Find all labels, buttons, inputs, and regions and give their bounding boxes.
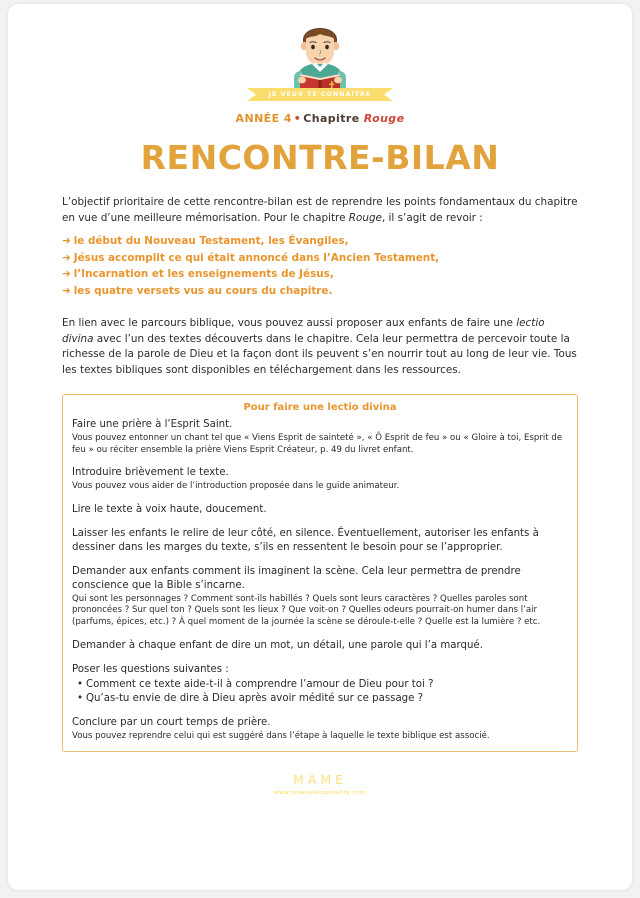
step-heading: Laisser les enfants le relire de leur côté, en silence. Éventuellement, autoriser les enfants à dessiner dans les marges du texte, s’ils en ressentent le besoin pour se l’approprier.	[72, 527, 539, 553]
chapitre-name: Rouge	[363, 112, 405, 125]
questions-list	[72, 678, 568, 706]
step-item	[72, 565, 568, 629]
list-item: • Qu’as-tu envie de dire à Dieu après avoir médité sur ce passage ?	[86, 692, 568, 706]
publisher-brand: MAME	[292, 772, 348, 788]
document-header	[8, 4, 632, 108]
intro-post: , il s’agit de revoir :	[381, 211, 483, 224]
objectives-list	[62, 233, 578, 299]
list-item	[62, 250, 578, 267]
intro-paragraph	[62, 195, 578, 226]
arrow-icon: ➜	[62, 284, 71, 297]
arrow-icon: ➜	[62, 251, 71, 264]
step-heading: Faire une prière à l’Esprit Saint.	[72, 419, 233, 430]
document-footer	[62, 772, 578, 796]
step-detail: Vous pouvez vous aider de l’introduction proposée dans le guide animateur.	[72, 481, 400, 492]
ribbon-label: JE VEUX TE CONNAÎTRE	[268, 91, 372, 98]
step-heading: Demander aux enfants comment ils imaginent la scène. Cela leur permettra de prendre conscience que la Bible s’incarne.	[72, 565, 521, 591]
separator-dot: •	[293, 112, 302, 125]
second-paragraph	[62, 316, 578, 378]
step-heading: Conclure par un court temps de prière.	[72, 716, 271, 728]
list-item-label: Jésus accomplit ce qui était annoncé dans l’Ancien Testament,	[73, 251, 440, 264]
second-post: avec l’un des textes découverts dans le chapitre. Cela leur permettra de percevoir toute la richesse de la parole de Dieu et la façon dont ils peuvent s’en nourrir tout au long de leur vie. Tous les textes bibliques sont disponibles en téléchargement dans les ressources.	[62, 332, 577, 376]
second-emphasis: lectio divina	[62, 317, 545, 345]
ribbon-banner	[247, 86, 393, 103]
second-pre: En lien avec le parcours biblique, vous pouvez aussi proposer aux enfants de faire une	[62, 317, 517, 329]
annee-label: ANNÉE 4	[235, 112, 292, 125]
arrow-icon: ➜	[62, 235, 71, 247]
intro-pre: L’objectif prioritaire de cette rencontre-bilan est de reprendre les points fondamentaux du chapitre en vue d’une meilleure mémorisation. Pour le chapitre	[62, 196, 578, 224]
step-item-final	[72, 716, 568, 743]
step-item	[72, 639, 568, 653]
lectio-divina-box	[62, 394, 578, 752]
step-heading: Lire le texte à voix haute, doucement.	[72, 503, 267, 515]
step-heading: Demander à chaque enfant de dire un mot, un détail, une parole qui l’a marqué.	[72, 639, 483, 651]
list-item	[62, 283, 578, 300]
chapter-subtitle	[8, 112, 632, 125]
document-content	[8, 195, 632, 796]
list-item	[62, 266, 578, 283]
arrow-icon: ➜	[62, 268, 71, 280]
box-title: Pour faire une lectio divina	[243, 402, 397, 413]
chapitre-word: Chapitre	[303, 112, 360, 125]
boy-reading-bible-icon	[276, 14, 364, 92]
step-detail: Qui sont les personnages ? Comment sont-ils habillés ? Quels sont leurs caractères ? Quelles paroles sont prononcées ? Sur quel ton ? Quels sont les lieux ? Que voit-on ? Quelles odeurs pourrait-on humer dans l’air (parfums, épices, etc.) ? À quel moment de la journée la scène se déroule-t-elle ? Quelle est la lumière ? etc.	[72, 593, 541, 627]
step-detail: Vous pouvez entonner un chant tel que « Viens Esprit de sainteté », « Ô Esprit de feu » ou « Gloire à toi, Esprit de feu » ou réciter ensemble la prière Viens Esprit Créateur, p. 49 du livret enfant.	[72, 433, 563, 455]
step-item-questions	[72, 663, 568, 706]
step-heading: Introduire brièvement le texte.	[72, 467, 229, 479]
intro-emphasis: Rouge	[348, 211, 382, 224]
step-heading: Poser les questions suivantes :	[72, 663, 229, 675]
document-page	[8, 4, 632, 890]
list-item: • Comment ce texte aide-t-il à comprendre l’amour de Dieu pour toi ?	[86, 678, 568, 692]
step-item	[72, 418, 568, 456]
step-detail: Vous pouvez reprendre celui qui est suggéré dans l’étape à laquelle le texte biblique est associé.	[72, 730, 490, 741]
list-item-label: les quatre versets vus au cours du chapitre.	[73, 284, 333, 297]
step-item	[72, 527, 568, 555]
page-title: RENCONTRE-BILAN	[140, 138, 500, 177]
step-item	[72, 466, 568, 493]
list-item-label: l’Incarnation et les enseignements de Jésus,	[73, 268, 334, 280]
list-item-label: le début du Nouveau Testament, les Évangiles,	[73, 235, 349, 247]
step-item	[72, 503, 568, 517]
list-item	[62, 233, 578, 250]
footer-url: www.jeveuxteconnaitre.com	[274, 790, 366, 797]
